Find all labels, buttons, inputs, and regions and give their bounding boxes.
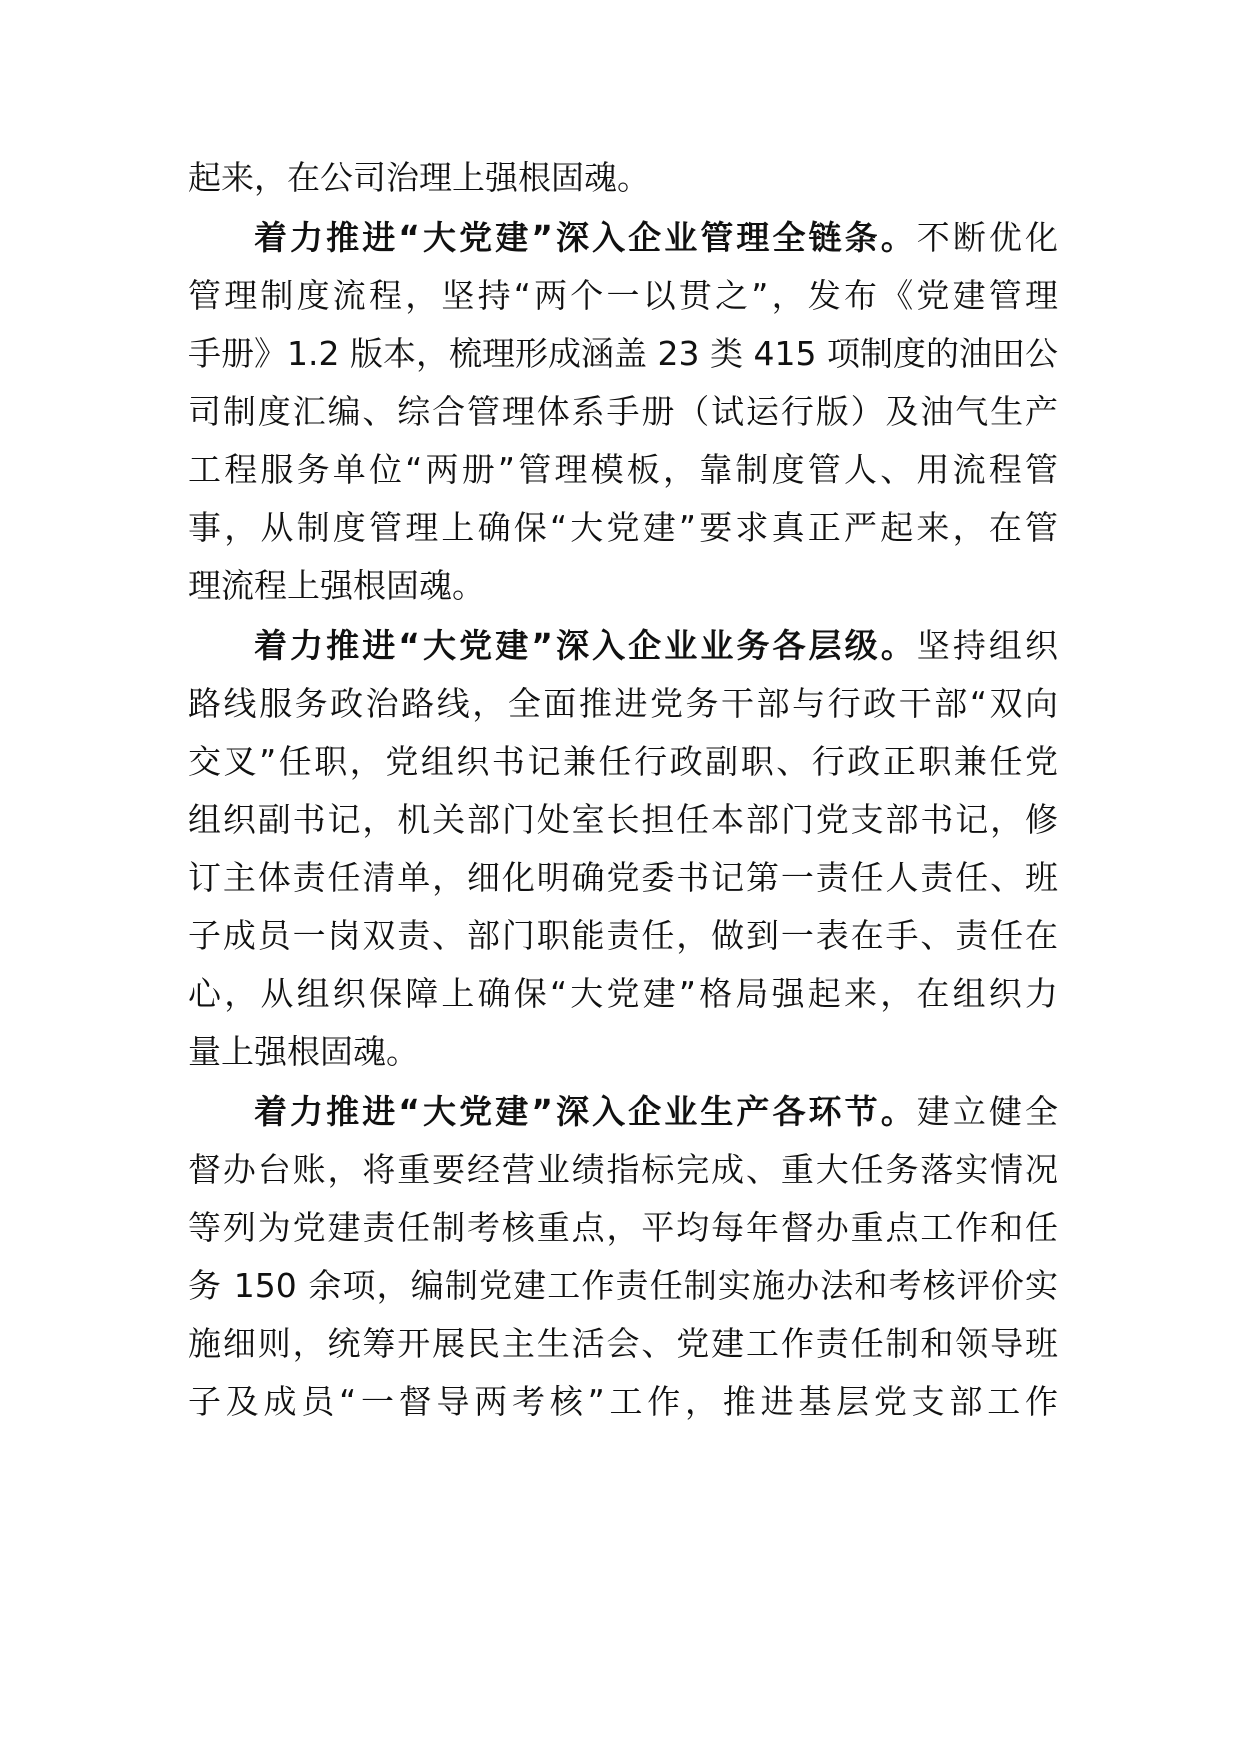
paragraph-text: 交叉”任职，党组织书记兼任行政副职、行政正职兼任党 bbox=[188, 742, 1058, 781]
paragraph-line bbox=[188, 1208, 1058, 1248]
paragraph-line bbox=[188, 392, 1058, 432]
paragraph-line bbox=[188, 1266, 1058, 1306]
paragraph-first-line bbox=[254, 1092, 1058, 1132]
paragraph-line bbox=[188, 1382, 1058, 1422]
paragraph-text: 子成员一岗双责、部门职能责任，做到一表在手、责任在 bbox=[188, 916, 1058, 955]
paragraph-line bbox=[188, 974, 1058, 1014]
paragraph-text: 订主体责任清单，细化明确党委书记第一责任人责任、班 bbox=[188, 858, 1058, 897]
paragraph-first-line bbox=[254, 218, 1058, 258]
paragraph-line bbox=[188, 158, 1058, 198]
paragraph-heading: 着力推进“大党建”深入企业管理全链条。 bbox=[254, 218, 917, 257]
paragraph-text: 建立健全 bbox=[916, 1092, 1059, 1131]
paragraph-text: 手册》1.2 版本，梳理形成涵盖 23 类 415 项制度的油田公 bbox=[188, 334, 1058, 373]
paragraph-text: 司制度汇编、综合管理体系手册（试运行版）及油气生产 bbox=[188, 392, 1058, 431]
paragraph-line bbox=[188, 276, 1058, 316]
paragraph-text: 量上强根固魂。 bbox=[188, 1032, 419, 1071]
paragraph-line bbox=[188, 566, 1058, 606]
paragraph-line bbox=[188, 334, 1058, 374]
paragraph-text: 事，从制度管理上确保“大党建”要求真正严起来，在管 bbox=[188, 508, 1058, 547]
paragraph-text: 子及成员“一督导两考核”工作，推进基层党支部工作 bbox=[188, 1382, 1058, 1421]
paragraph-line bbox=[188, 1032, 1058, 1072]
paragraph-text: 管理制度流程，坚持“两个一以贯之”，发布《党建管理 bbox=[188, 276, 1058, 315]
paragraph-line bbox=[188, 1324, 1058, 1364]
paragraph-text: 督办台账，将重要经营业绩指标完成、重大任务落实情况 bbox=[188, 1150, 1058, 1189]
paragraph-text: 理流程上强根固魂。 bbox=[188, 566, 485, 605]
paragraph-line bbox=[188, 508, 1058, 548]
paragraph-line bbox=[188, 1150, 1058, 1190]
paragraph-line bbox=[188, 858, 1058, 898]
paragraph-text: 工程服务单位“两册”管理模板，靠制度管人、用流程管 bbox=[188, 450, 1058, 489]
paragraph-text: 坚持组织 bbox=[916, 626, 1059, 665]
paragraph-text: 不断优化 bbox=[916, 218, 1059, 257]
paragraph-text: 起来，在公司治理上强根固魂。 bbox=[188, 158, 650, 197]
paragraph-heading: 着力推进“大党建”深入企业生产各环节。 bbox=[254, 1092, 917, 1131]
paragraph-line bbox=[188, 916, 1058, 956]
paragraph-text: 等列为党建责任制考核重点，平均每年督办重点工作和任 bbox=[188, 1208, 1058, 1247]
paragraph-text: 心，从组织保障上确保“大党建”格局强起来，在组织力 bbox=[188, 974, 1058, 1013]
paragraph-text: 路线服务政治路线，全面推进党务干部与行政干部“双向 bbox=[188, 684, 1058, 723]
paragraph-text: 务 150 余项，编制党建工作责任制实施办法和考核评价实 bbox=[188, 1266, 1058, 1305]
paragraph-line bbox=[188, 450, 1058, 490]
paragraph-text: 组织副书记，机关部门处室长担任本部门党支部书记，修 bbox=[188, 800, 1058, 839]
paragraph-first-line bbox=[254, 626, 1058, 666]
paragraph-text: 施细则，统筹开展民主生活会、党建工作责任制和领导班 bbox=[188, 1324, 1058, 1363]
paragraph-line bbox=[188, 742, 1058, 782]
paragraph-heading: 着力推进“大党建”深入企业业务各层级。 bbox=[254, 626, 917, 665]
paragraph-line bbox=[188, 800, 1058, 840]
paragraph-line bbox=[188, 684, 1058, 724]
